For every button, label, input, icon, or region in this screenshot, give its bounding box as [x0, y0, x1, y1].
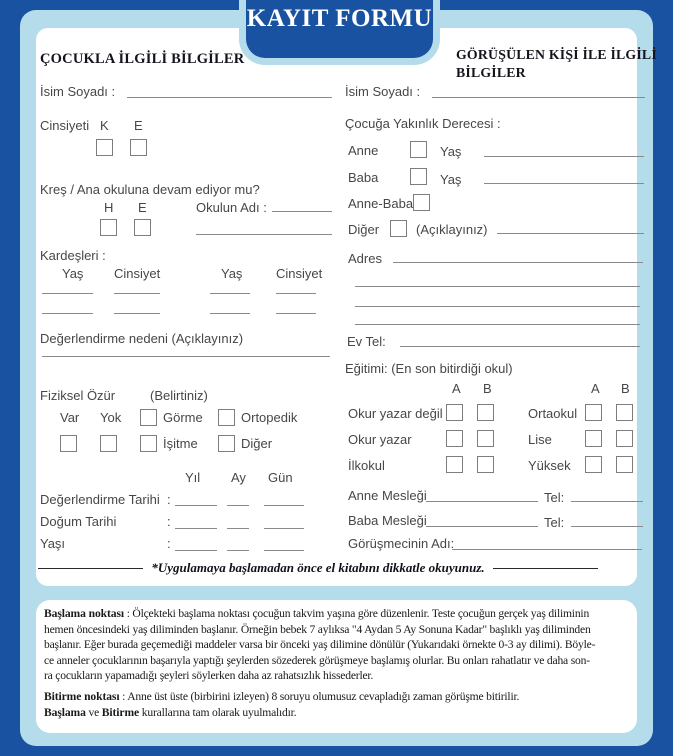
ortaokul-label: Ortaokul: [528, 406, 578, 421]
kardes-r2-cinsiyet2-line[interactable]: [276, 313, 316, 314]
baba-checkbox[interactable]: [410, 168, 427, 185]
okur-yazar-label: Okur yazar: [348, 432, 412, 447]
kardes-r1-cinsiyet1-line[interactable]: [114, 293, 160, 294]
bitirme-bold: Bitirme: [101, 705, 140, 719]
anne-baba-checkbox[interactable]: [413, 194, 430, 211]
degerlendirme-nedeni-label: Değerlendirme nedeni (Açıklayınız): [40, 331, 244, 346]
lise-label: Lise: [528, 432, 552, 447]
diger-yakinlik-label: Diğer: [348, 222, 380, 237]
var-label: Var: [60, 410, 80, 425]
title-banner: [239, 0, 440, 65]
cinsiyeti-label: Cinsiyeti: [40, 118, 90, 133]
fiziksel-ozur-label: Fiziksel Özür: [40, 388, 116, 403]
cinsiyet-k-checkbox[interactable]: [96, 139, 113, 156]
yok-label: Yok: [100, 410, 122, 425]
form-title: KAYIT FORMU: [246, 5, 433, 32]
dogum-tarihi-yil-line[interactable]: [175, 528, 217, 529]
kres-e-label: E: [138, 200, 147, 215]
ve-text: ve: [85, 705, 102, 719]
section-header-interviewee-line2: BİLGİLER: [456, 65, 526, 80]
gorme-checkbox[interactable]: [140, 409, 157, 426]
baba-meslegi-line[interactable]: [426, 526, 538, 527]
kurallar-text: kurallarına tam olarak uyulmalıdır.: [139, 705, 297, 719]
baba-meslegi-label: Baba Mesleği: [348, 513, 427, 528]
baslama-noktasi-bold: Başlama noktası: [44, 607, 124, 620]
kardes-r2-yas1-line[interactable]: [42, 313, 93, 314]
isitme-checkbox[interactable]: [140, 435, 157, 452]
kardes-r1-cinsiyet2-line[interactable]: [276, 293, 316, 294]
manual-warning-row: [38, 560, 598, 576]
yasi-colon: :: [167, 536, 171, 551]
cinsiyet-e-label: E: [134, 118, 143, 133]
baba-tel-line[interactable]: [571, 526, 643, 527]
edu-col-a-left: A: [452, 381, 461, 396]
diger-yakinlik-checkbox[interactable]: [390, 220, 407, 237]
diger-aciklama-line[interactable]: [497, 233, 644, 234]
ortopedik-checkbox[interactable]: [218, 409, 235, 426]
yakinlik-derecesi-label: Çocuğa Yakınlık Derecesi :: [345, 116, 501, 131]
baba-tel-label: Tel:: [544, 515, 565, 530]
baslama-line-5: ra çocukların yapamadığı şeyleri söylerken daha az rahatsızlık hissederler.: [44, 669, 374, 683]
kres-question-label: Kreş / Ana okuluna devam ediyor mu?: [40, 182, 260, 197]
anne-meslegi-line[interactable]: [426, 501, 538, 502]
anne-tel-label: Tel:: [544, 490, 565, 505]
dogum-tarihi-colon: :: [167, 514, 171, 529]
deg-tarihi-yil-line[interactable]: [175, 505, 217, 506]
dogum-tarihi-gun-line[interactable]: [264, 528, 304, 529]
okul-adi-label: Okulun Adı :: [196, 200, 267, 215]
bitirme-line-1-text: : Anne üst üste (birbirini izleyen) 8 soruyu olumusuz cevapladığı zaman görüşme bitirilir.: [119, 690, 520, 703]
baslama-line-4: ce anneler çocuklarının başarıyla yaptığı şeylerden sözederek görüşmeye başlamış olurlar. Bu onları rahatlatır ve daha son-: [44, 653, 590, 667]
anne-label: Anne: [348, 143, 379, 158]
kardes-col-yas-1: Yaş: [62, 266, 84, 281]
ortopedik-label: Ortopedik: [241, 410, 298, 425]
gorme-label: Görme: [163, 410, 203, 425]
dogum-tarihi-ay-line[interactable]: [227, 528, 249, 529]
adres-line-2[interactable]: [355, 286, 640, 287]
cinsiyet-e-checkbox[interactable]: [130, 139, 147, 156]
section-header-child: ÇOCUKLA İLGİLİ BİLGİLER: [40, 51, 245, 67]
kardes-r2-cinsiyet1-line[interactable]: [114, 313, 160, 314]
anne-meslegi-label: Anne Mesleği: [348, 488, 427, 503]
kardes-col-cinsiyet-2: Cinsiyet: [276, 266, 323, 281]
var-checkbox[interactable]: [60, 435, 77, 452]
okul-adi-line-2[interactable]: [196, 234, 332, 235]
lise-a-checkbox[interactable]: [585, 430, 602, 447]
section-header-interviewee-line1: GÖRÜŞÜLEN KİŞİ İLE İLGİLİ: [456, 47, 657, 62]
ilkokul-b-checkbox[interactable]: [477, 456, 494, 473]
lise-b-checkbox[interactable]: [616, 430, 633, 447]
kres-e-checkbox[interactable]: [134, 219, 151, 236]
isim-soyadi-label-right: İsim Soyadı :: [345, 84, 421, 99]
bitirme-line-2: [44, 705, 519, 721]
ay-header: Ay: [231, 470, 246, 485]
diger-ozur-label: Diğer: [241, 436, 273, 451]
yasi-gun-line[interactable]: [264, 550, 304, 551]
degerlendirme-tarihi-colon: :: [167, 492, 171, 507]
baslama-line-1-text: : Ölçekteki başlama noktası çocuğun takvim yaşına göre düzenlenir. Teste çocuğun gerçek yaş diliminin: [124, 607, 590, 620]
gorusmecinin-adi-line[interactable]: [452, 549, 642, 550]
egitimi-label: Eğitimi: (En son bitirdiği okul): [345, 361, 513, 376]
isim-soyadi-line-right[interactable]: [432, 97, 645, 98]
manual-warning-text: *Uygulamaya başlamadan önce el kitabını dikkatle okuyunuz.: [151, 560, 485, 575]
degerlendirme-nedeni-line[interactable]: [42, 356, 330, 357]
bitirme-line-1: [44, 689, 519, 705]
gun-header: Gün: [268, 470, 293, 485]
baslama-line-1: [44, 606, 595, 622]
edu-col-a-right: A: [591, 381, 600, 396]
warning-right-rule: [493, 568, 598, 569]
edu-col-b-right: B: [621, 381, 630, 396]
okur-yazar-degil-a-checkbox[interactable]: [446, 404, 463, 421]
adres-label: Adres: [348, 251, 382, 266]
warning-left-rule: [38, 568, 143, 569]
bitirme-noktasi-paragraph: [44, 689, 519, 720]
ev-tel-label: Ev Tel:: [347, 334, 386, 349]
kardes-col-yas-2: Yaş: [221, 266, 243, 281]
anne-yas-label: Yaş: [440, 144, 462, 159]
anne-yas-line[interactable]: [484, 156, 644, 157]
ortaokul-b-checkbox[interactable]: [616, 404, 633, 421]
kardes-r2-yas2-line[interactable]: [210, 313, 250, 314]
yok-checkbox[interactable]: [100, 435, 117, 452]
kres-h-label: H: [104, 200, 114, 215]
okur-yazar-b-checkbox[interactable]: [477, 430, 494, 447]
kres-h-checkbox[interactable]: [100, 219, 117, 236]
yasi-ay-line[interactable]: [227, 550, 249, 551]
anne-tel-line[interactable]: [571, 501, 643, 502]
yasi-label: Yaşı: [40, 536, 66, 551]
cinsiyet-k-label: K: [100, 118, 109, 133]
baba-label: Baba: [348, 170, 379, 185]
ilkokul-a-checkbox[interactable]: [446, 456, 463, 473]
deg-tarihi-gun-line[interactable]: [264, 505, 304, 506]
okur-yazar-degil-label: Okur yazar değil: [348, 406, 443, 421]
baba-yas-label: Yaş: [440, 172, 462, 187]
bitirme-noktasi-bold: Bitirme noktası: [44, 690, 120, 703]
isim-soyadi-line-left[interactable]: [127, 97, 332, 98]
kardes-col-cinsiyet-1: Cinsiyet: [114, 266, 161, 281]
okur-yazar-degil-b-checkbox[interactable]: [477, 404, 494, 421]
baslama-line-3: başlanır. Eğer burada geçemediği maddeler varsa bir önceki yaş dilimine dönülür (Yukarıdaki örnekte 0-3 ay dilimi). Böyle-: [44, 638, 596, 652]
kardes-r1-yas1-line[interactable]: [42, 293, 93, 294]
degerlendirme-tarihi-label: Değerlendirme Tarihi: [40, 492, 160, 507]
ev-tel-line[interactable]: [400, 346, 640, 347]
belirtiniz-label: (Belirtiniz): [150, 388, 208, 403]
baslama-noktasi-paragraph: [44, 606, 595, 684]
kardesleri-label: Kardeşleri :: [40, 248, 106, 263]
isitme-label: İşitme: [163, 436, 198, 451]
edu-col-b-left: B: [483, 381, 492, 396]
adres-line-3[interactable]: [355, 306, 640, 307]
deg-tarihi-ay-line[interactable]: [227, 505, 249, 506]
aciklayiniz-label: (Açıklayınız): [416, 222, 488, 237]
anne-baba-label: Anne-Baba: [348, 196, 414, 211]
baslama-bold: Başlama: [44, 705, 86, 719]
ilkokul-label: İlkokul: [348, 458, 385, 473]
yil-header: Yıl: [185, 470, 201, 485]
okul-adi-line-1[interactable]: [272, 211, 332, 212]
anne-checkbox[interactable]: [410, 141, 427, 158]
adres-line-1[interactable]: [393, 262, 643, 263]
gorusmecinin-adi-label: Görüşmecinin Adı:: [348, 536, 455, 551]
dogum-tarihi-label: Doğum Tarihi: [40, 514, 117, 529]
yuksek-a-checkbox[interactable]: [585, 456, 602, 473]
baslama-line-2: hemen öncesindeki yaş diliminden başlanır. Örneğin bebek 7 aylıksa "4 Aydan 5 Ay Sonuna Kadar" başlıklı yaş diliminden: [44, 622, 591, 636]
diger-ozur-checkbox[interactable]: [218, 435, 235, 452]
kardes-r1-yas2-line[interactable]: [210, 293, 250, 294]
adres-line-4[interactable]: [355, 324, 640, 325]
yasi-yil-line[interactable]: [175, 550, 217, 551]
ortaokul-a-checkbox[interactable]: [585, 404, 602, 421]
yuksek-b-checkbox[interactable]: [616, 456, 633, 473]
section-header-interviewee: [456, 46, 657, 82]
baba-yas-line[interactable]: [484, 183, 644, 184]
isim-soyadi-label-left: İsim Soyadı :: [40, 84, 116, 99]
okur-yazar-a-checkbox[interactable]: [446, 430, 463, 447]
yuksek-label: Yüksek: [528, 458, 571, 473]
